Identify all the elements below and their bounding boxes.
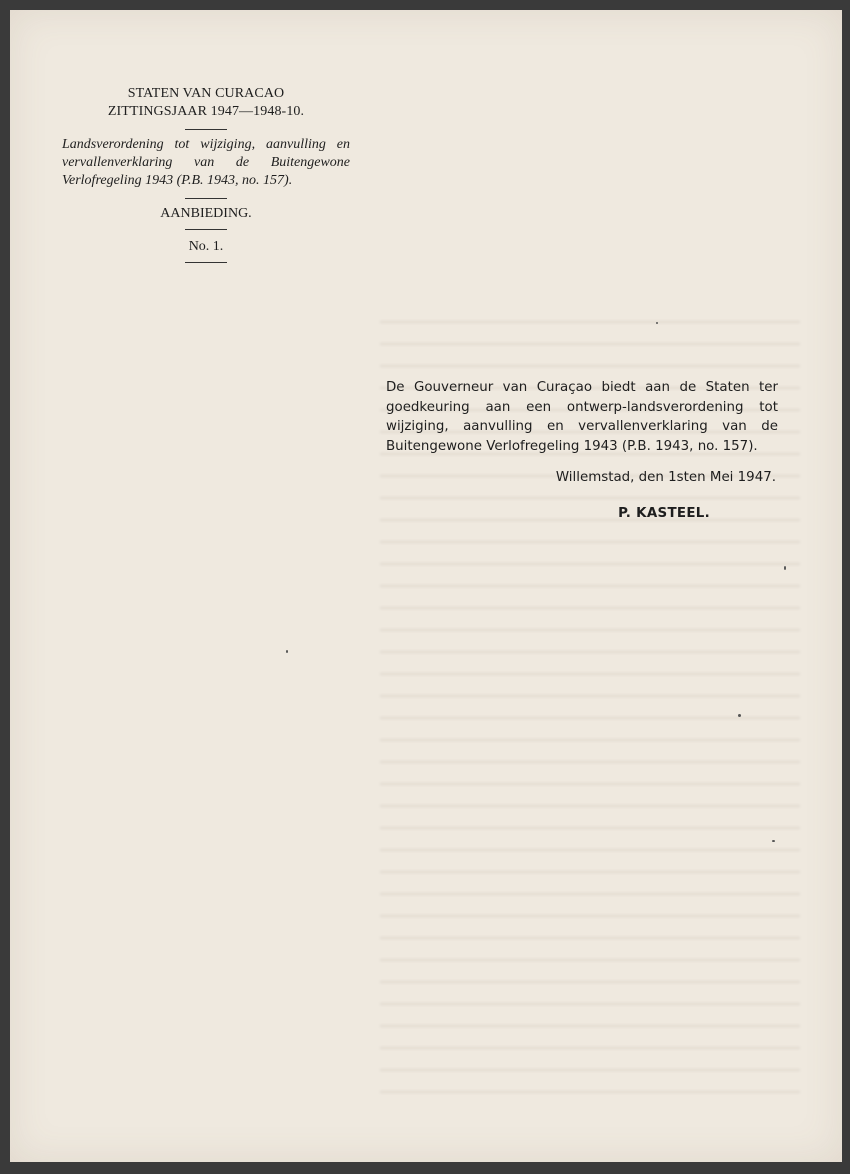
document-number: No. 1. — [188, 239, 224, 254]
divider-rule — [185, 198, 227, 199]
signatory-name: P. KASTEEL. — [618, 505, 710, 521]
section-heading: AANBIEDING. — [160, 206, 252, 221]
divider-rule — [185, 129, 227, 130]
divider-rule — [185, 262, 227, 263]
place-and-date: Willemstad, den 1sten Mei 1947. — [555, 470, 776, 485]
divider-rule — [185, 229, 227, 230]
body-paragraph: De Gouverneur van Curaçao biedt aan de Staten ter goedkeuring aan een ontwerp-landsverordening tot wijziging, aanvulling en vervallenverklaring van de Buitengewone Verlofregeling 1943 (P.B. 1943, no. 157). — [386, 380, 778, 454]
session-year: ZITTINGSJAAR 1947—1948-10. — [107, 104, 305, 119]
document-header — [62, 85, 350, 271]
document-subject: Landsverordening tot wijziging, aanvulling en vervallenverklaring van de Buitengewone Verlofregeling 1943 (P.B. 1943, no. 157). — [62, 137, 350, 188]
document-title: STATEN VAN CURACAO — [127, 86, 285, 101]
document-body — [386, 378, 778, 523]
